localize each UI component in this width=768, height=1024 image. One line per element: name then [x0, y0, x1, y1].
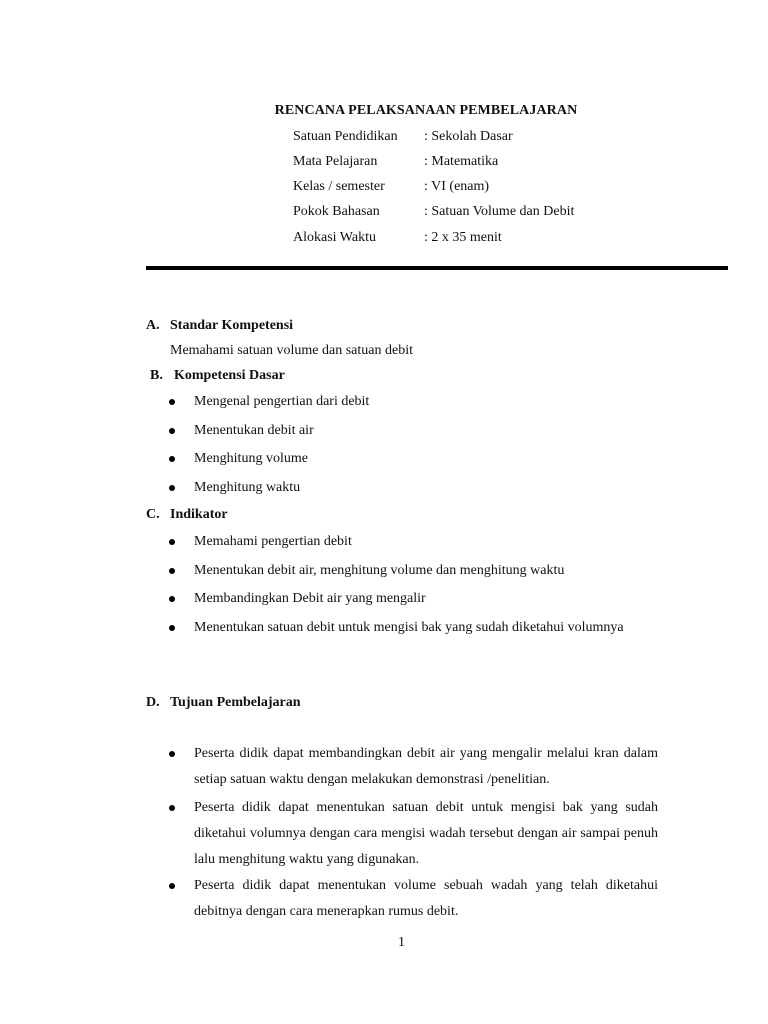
- section-letter: A.: [146, 318, 160, 333]
- list-item: [167, 873, 658, 925]
- bullet-icon: [169, 399, 175, 405]
- section-d-heading: [146, 694, 301, 712]
- section-letter: C.: [146, 507, 160, 522]
- list-item-text: Menentukan satuan debit untuk mengisi bak yang sudah diketahui volumnya: [194, 620, 624, 635]
- info-value: : Sekolah Dasar: [424, 129, 513, 144]
- section-title: Kompetensi Dasar: [174, 368, 285, 383]
- list-item: [167, 562, 658, 580]
- bullet-icon: [169, 625, 175, 631]
- info-value: : 2 x 35 menit: [424, 230, 502, 245]
- list-item: [167, 393, 658, 411]
- info-value: : VI (enam): [424, 179, 490, 194]
- section-letter: B.: [150, 368, 163, 383]
- list-item-text: Peserta didik dapat menentukan volume sebuah wadah yang telah diketahui debitnya dengan cara menerapkan rumus debit.: [194, 878, 658, 919]
- section-c-heading: [146, 506, 228, 524]
- bullet-icon: [169, 596, 175, 602]
- section-a-text: Memahami satuan volume dan satuan debit: [170, 343, 413, 358]
- bullet-icon: [169, 428, 175, 434]
- list-item: [167, 533, 658, 551]
- document-title: RENCANA PELAKSANAAN PEMBELAJARAN: [274, 103, 578, 118]
- list-item: [167, 615, 658, 641]
- section-a-heading: [146, 317, 293, 335]
- info-label: Alokasi Waktu: [293, 230, 376, 245]
- info-label: Mata Pelajaran: [293, 154, 378, 169]
- info-value: : Matematika: [424, 154, 499, 169]
- bullet-icon: [169, 539, 175, 545]
- list-item: [167, 450, 658, 468]
- info-label: Satuan Pendidikan: [293, 129, 398, 144]
- bullet-icon: [169, 485, 175, 491]
- list-item-text: Memahami pengertian debit: [194, 534, 352, 549]
- header-divider: [146, 266, 728, 270]
- bullet-icon: [169, 805, 175, 811]
- section-title: Tujuan Pembelajaran: [170, 695, 301, 710]
- list-item: [167, 795, 658, 873]
- section-letter: D.: [146, 695, 160, 710]
- bullet-icon: [169, 456, 175, 462]
- list-item: [167, 479, 658, 497]
- list-item: [167, 422, 658, 440]
- info-label: Pokok Bahasan: [293, 204, 380, 219]
- list-item-text: Menghitung waktu: [194, 480, 301, 495]
- info-label: Kelas / semester: [293, 179, 385, 194]
- section-b-heading: [150, 367, 285, 385]
- section-title: Indikator: [170, 507, 228, 522]
- bullet-icon: [169, 568, 175, 574]
- list-item-text: Mengenal pengertian dari debit: [194, 394, 370, 409]
- list-item-text: Peserta didik dapat membandingkan debit air yang mengalir melalui kran dalam setiap satuan waktu dengan melakukan demonstrasi /penelitian.: [194, 746, 658, 787]
- list-item-text: Menentukan debit air: [194, 423, 314, 438]
- bullet-icon: [169, 751, 175, 757]
- page-number: 1: [398, 935, 405, 950]
- list-item: [167, 741, 658, 793]
- list-item-text: Menghitung volume: [194, 451, 308, 466]
- list-item-text: Membandingkan Debit air yang mengalir: [194, 591, 426, 606]
- list-item: [167, 590, 658, 608]
- list-item-text: Peserta didik dapat menentukan satuan debit untuk mengisi bak yang sudah diketahui volumnya dengan cara mengisi wadah tersebut dengan air sampai penuh lalu menghitung waktu yang digunakan.: [194, 800, 658, 867]
- info-value: : Satuan Volume dan Debit: [424, 204, 575, 219]
- bullet-icon: [169, 883, 175, 889]
- section-title: Standar Kompetensi: [170, 318, 294, 333]
- list-item-text: Menentukan debit air, menghitung volume dan menghitung waktu: [194, 563, 565, 578]
